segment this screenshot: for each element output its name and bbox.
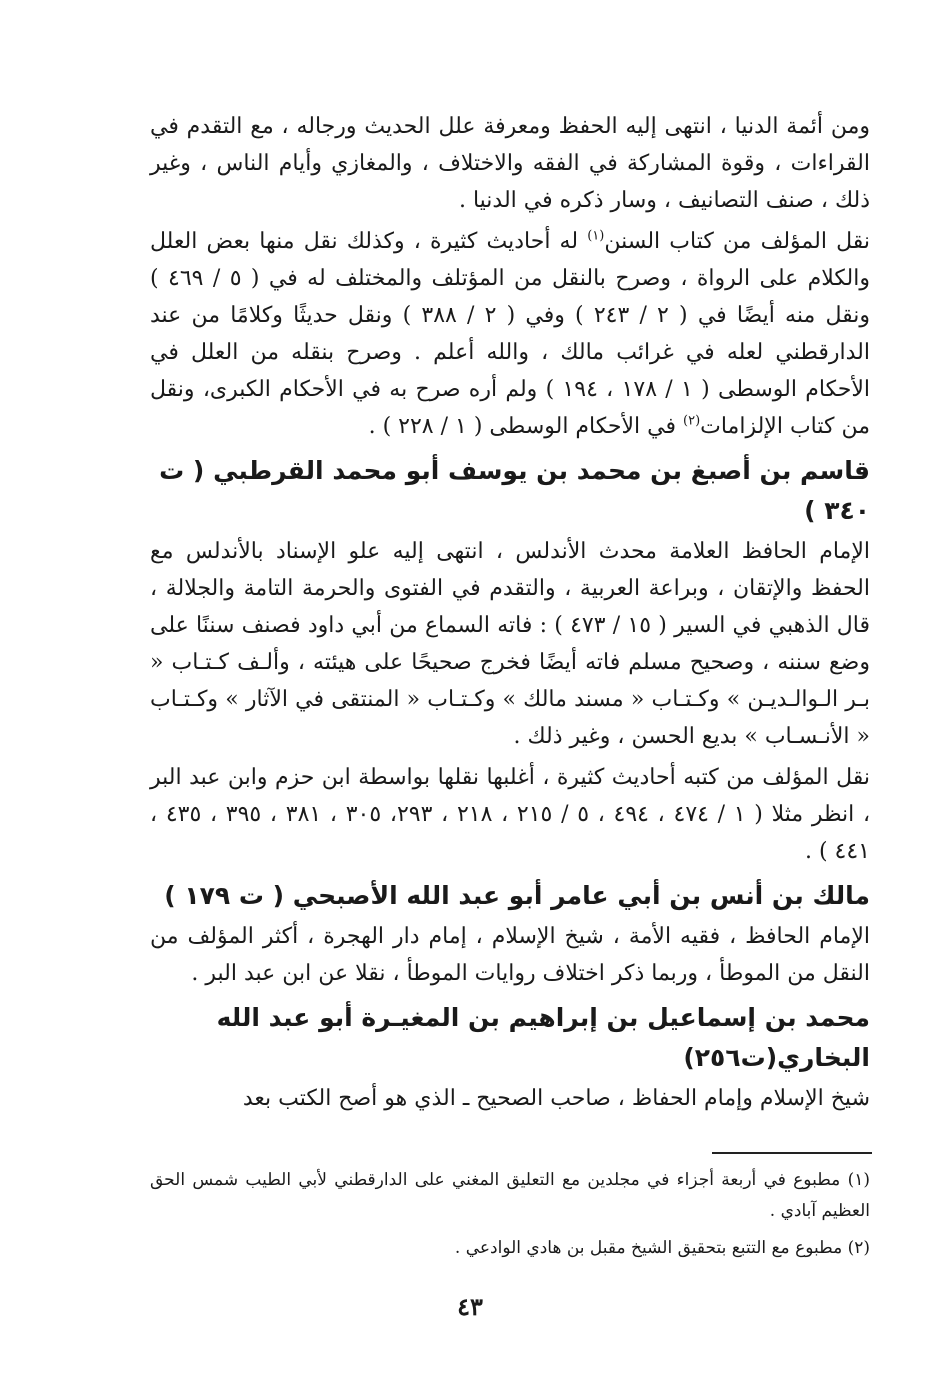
footnote-1: (١) مطبوع في أربعة أجزاء في مجلدين مع التعليق المغني على الدارقطني لأبي الطيب شمس الحق العظيم آبادي . <box>150 1170 870 1221</box>
paragraph-text: في الأحكام الوسطى ( ١ / ٢٢٨ ) . <box>368 414 683 439</box>
footnote-separator <box>712 1152 872 1154</box>
paragraph-daraqutni-usage <box>150 223 870 445</box>
paragraph-qasim-usage: نقل المؤلف من كتبه أحاديث كثيرة ، أغلبها نقلها بواسطة ابن حزم وابن عبد البر ، انظر مثلا ( ١ / ٤٧٤ ، ٤٩٤ ، ٥ / ٢١٥ ، ٢١٨ ، ٢٩٣، ٣٠٥ ، ٣٨١ ، ٣٩٥ ، ٤٣٥ ، ٤٤١ ) . <box>150 765 871 864</box>
paragraph-text: نقل المؤلف من كتاب السنن <box>604 229 870 254</box>
main-text <box>150 108 870 1117</box>
paragraph-malik-bio: الإمام الحافظ ، فقيه الأمة ، شيخ الإسلام ، إمام دار الهجرة ، أكثر المؤلف من النقل من الموطأ ، وربما ذكر اختلاف روايات الموطأ ، نقلا عن ابن عبد البر . <box>150 924 870 986</box>
paragraph-qasim-bio: الإمام الحافظ العلامة محدث الأندلس ، انتهى إليه علو الإسناد بالأندلس مع الحفظ والإتقان ، وبراعة العربية ، والتقدم في الفتوى والحرمة التامة والجلالة ، قال الذهبي في السير ( ١٥ / ٤٧٣ ) : فاته السماع من أبي داود فصنف سننًا على وضع سننه ، وصحيح مسلم فاته أيضًا فخرج صحيحًا على هيئته ، وألـف كـتـاب « بـر الـوالـديـن » وكـتـاب « مسند مالك » وكـتـاب « المنتقى في الآثار » وكـتـاب « الأنـسـاب » بديع الحسن ، وغير ذلك . <box>150 539 871 749</box>
paragraph-text: له أحاديث كثيرة ، وكذلك نقل منها بعض العلل والكلام على الرواة ، وصرح بالنقل من المؤتلف والمختلف له في ( ٥ / ٤٦٩ ) ونقل منه أيضًا في ( ٢ / ٢٤٣ ) وفي ( ٢ / ٣٨٨ ) ونقل حديثًا وكلامًا من عند الدارقطني لعله في غرائب مالك ، والله أعلم . وصرح بنقله من العلل في الأحكام الوسطى ( ١ / ١٧٨ ، ١٩٤ ) ولم أره صرح به في الأحكام الكبرى، ونقل من كتاب الإلزامات <box>150 229 870 439</box>
paragraph-bukhari-bio: شيخ الإسلام وإمام الحفاظ ، صاحب الصحيح ـ الذي هو أصح الكتب بعد <box>242 1086 870 1111</box>
paragraph-daraqutni-description: ومن أئمة الدنيا ، انتهى إليه الحفظ ومعرفة علل الحديث ورجاله ، مع التقدم في القراءات ، وقوة المشاركة في الفقه والاختلاف ، والمغازي وأيام الناس ، وغير ذلك ، صنف التصانيف ، وسار ذكره في الدنيا . <box>150 114 870 213</box>
footnotes <box>150 1165 870 1264</box>
footnote-ref-2[interactable]: (٢) <box>683 413 701 429</box>
heading-bukhari: محمد بن إسماعيل بن إبراهيم بن المغيـرة أبو عبد الله البخاري(ت٢٥٦) <box>216 1003 870 1072</box>
page-number: ٤٣ <box>457 1292 483 1321</box>
heading-malik: مالك بن أنس بن أبي عامر أبو عبد الله الأصبحي ( ت ١٧٩ ) <box>164 881 870 910</box>
heading-qasim: قاسم بن أصبغ بن محمد بن يوسف أبو محمد القرطبي ( ت ٣٤٠ ) <box>159 456 870 525</box>
footnote-ref-1[interactable]: (١) <box>587 228 605 244</box>
footnote-2: (٢) مطبوع مع التتبع بتحقيق الشيخ مقبل بن هادي الوادعي . <box>454 1238 870 1258</box>
